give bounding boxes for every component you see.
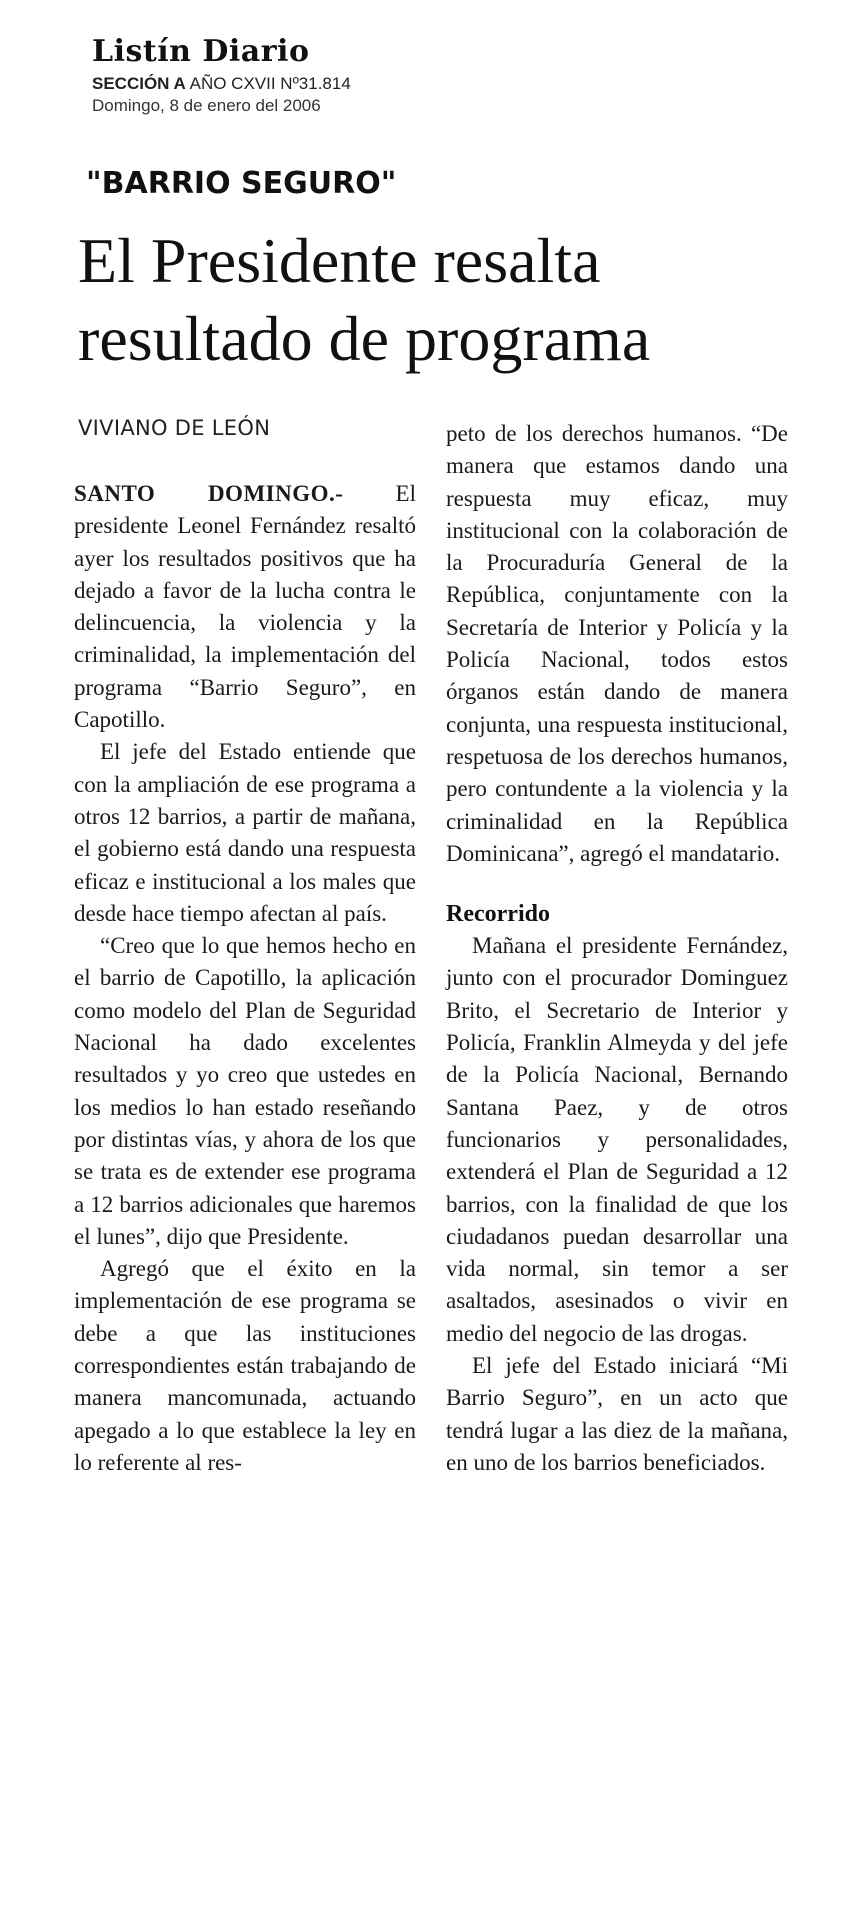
article-kicker: "BARRIO SEGURO" xyxy=(86,166,397,201)
masthead xyxy=(92,34,392,117)
article-column-2 xyxy=(446,418,788,1479)
edition-number: AÑO CXVII Nº31.814 xyxy=(189,74,351,93)
paragraph-4: Agregó que el éxito en la implementación de ese programa se debe a que las instituciones correspondientes están trabajando de manera mancomunada, actuando apegado a lo que establece la ley en lo referente al res- xyxy=(74,1256,416,1475)
article-headline: El Presidente resalta resultado de programa xyxy=(78,225,651,374)
paragraph-5: peto de los derechos humanos. “De manera que estamos dando una respuesta muy eficaz, muy institucional con la colaboración de la Procuraduría General de la República, conjuntamente con la Secretaría de Interior y Policía y la Policía Nacional, todos estos órganos están dando de manera conjunta, una respuesta institucional, respetuosa de los derechos humanos, pero contundente a la violencia y la criminalidad en la República Dominicana”, agregó el mandatario. xyxy=(446,421,788,866)
publication-date: Domingo, 8 de enero del 2006 xyxy=(92,96,321,115)
section-label: SECCIÓN A xyxy=(92,74,186,93)
paragraph-2: El jefe del Estado entiende que con la ampliación de ese programa a otros 12 barrios, a partir de mañana, el gobierno está dando una respuesta eficaz e institucional a los males que desde hace tiempo afectan al país. xyxy=(74,739,416,926)
newspaper-logo: Listín Diario xyxy=(92,34,310,69)
edition-line xyxy=(92,73,392,95)
section-subhead: Recorrido xyxy=(446,901,550,928)
paragraph-3: “Creo que lo que hemos hecho en el barrio de Capotillo, la aplicación como modelo del Plan de Seguridad Nacional ha dado excelentes resultados y yo creo que ustedes en los medios lo han estado reseñando por distintas vías, y ahora de los que se trata es de extender ese programa a 12 barrios adicionales que haremos el lunes”, dijo que Presidente. xyxy=(74,933,416,1249)
paragraph-1-text: El presidente Leonel Fernández resaltó ayer los resultados positivos que ha dejado a favor de la lucha contra le delincuencia, la violencia y la criminalidad, la implementación del programa “Barrio Seguro”, en Capotillo. xyxy=(74,481,416,733)
article-column-1 xyxy=(74,478,416,1479)
paragraph-1 xyxy=(74,478,416,736)
dateline-city: SANTO DOMINGO.- xyxy=(74,481,344,506)
article-byline: VIVIANO DE LEÓN xyxy=(78,416,271,440)
paragraph-7: El jefe del Estado iniciará “Mi Barrio Seguro”, en un acto que tendrá lugar a las diez de la mañana, en uno de los barrios beneficiados. xyxy=(446,1353,788,1475)
paragraph-6: Mañana el presidente Fernández, junto con el procurador Dominguez Brito, el Secretario de Interior y Policía, Franklin Almeyda y del jefe de la Policía Nacional, Bernando Santana Paez, y de otros funcionarios y personalidades, extenderá el Plan de Seguridad a 12 barrios, con la finalidad de que los ciudadanos puedan desarrollar una vida normal, sin temor a ser asaltados, asesinados o vivir en medio del negocio de las drogas. xyxy=(446,933,788,1346)
